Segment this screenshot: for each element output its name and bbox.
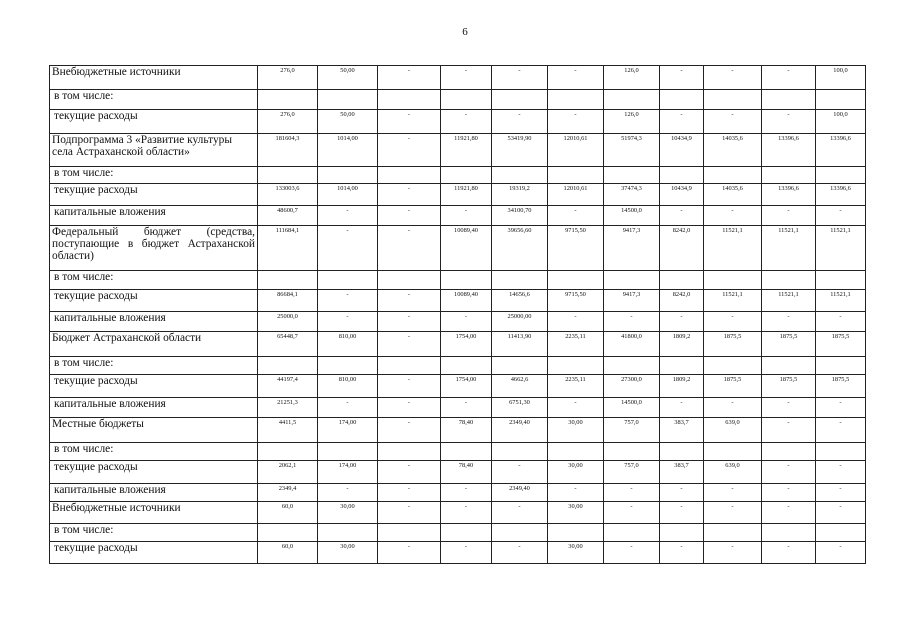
value-cell <box>660 167 704 184</box>
value-cell: 181604,3 <box>258 134 318 167</box>
value-cell <box>441 90 492 110</box>
value-cell: 1809,2 <box>660 375 704 398</box>
value-cell: - <box>816 398 866 418</box>
table-row <box>50 290 866 312</box>
value-cell <box>441 443 492 461</box>
value-cell: 11521,1 <box>816 226 866 271</box>
value-cell <box>762 357 816 375</box>
value-cell <box>604 357 660 375</box>
value-cell <box>704 167 762 184</box>
value-cell: 9715,50 <box>548 290 604 312</box>
value-cell: - <box>378 290 441 312</box>
value-cell <box>762 271 816 290</box>
value-cell <box>762 90 816 110</box>
row-label: в том числе: <box>50 90 258 110</box>
row-label: в том числе: <box>50 271 258 290</box>
budget-table <box>49 65 866 564</box>
value-cell: 276,0 <box>258 66 318 90</box>
value-cell: - <box>378 398 441 418</box>
table-row <box>50 206 866 226</box>
value-cell: - <box>441 110 492 134</box>
value-cell <box>762 443 816 461</box>
value-cell: - <box>762 206 816 226</box>
value-cell <box>441 524 492 542</box>
value-cell: 9417,3 <box>604 226 660 271</box>
value-cell: 41800,0 <box>604 332 660 357</box>
value-cell: - <box>318 226 378 271</box>
row-label: в том числе: <box>50 524 258 542</box>
row-label: в том числе: <box>50 443 258 461</box>
value-cell: 14656,6 <box>492 290 548 312</box>
value-cell: - <box>378 206 441 226</box>
value-cell <box>762 167 816 184</box>
value-cell: 126,0 <box>604 110 660 134</box>
value-cell <box>548 524 604 542</box>
value-cell <box>548 357 604 375</box>
value-cell: 14500,0 <box>604 206 660 226</box>
value-cell: - <box>378 184 441 206</box>
value-cell: - <box>660 398 704 418</box>
value-cell: - <box>660 66 704 90</box>
value-cell: - <box>548 206 604 226</box>
value-cell: - <box>441 66 492 90</box>
value-cell <box>704 524 762 542</box>
value-cell: 2349,40 <box>492 418 548 443</box>
value-cell <box>378 524 441 542</box>
value-cell: - <box>604 312 660 332</box>
value-cell: - <box>762 110 816 134</box>
value-cell: - <box>704 66 762 90</box>
value-cell: 276,0 <box>258 110 318 134</box>
value-cell: 10089,40 <box>441 290 492 312</box>
value-cell: - <box>704 484 762 502</box>
value-cell <box>548 167 604 184</box>
value-cell: - <box>492 461 548 484</box>
value-cell: 100,0 <box>816 66 866 90</box>
value-cell <box>318 443 378 461</box>
value-cell: 1875,5 <box>816 332 866 357</box>
value-cell <box>816 271 866 290</box>
value-cell <box>604 167 660 184</box>
value-cell: 86684,1 <box>258 290 318 312</box>
value-cell <box>441 271 492 290</box>
value-cell: - <box>816 418 866 443</box>
value-cell: 9715,50 <box>548 226 604 271</box>
value-cell: 639,0 <box>704 461 762 484</box>
value-cell: - <box>441 542 492 564</box>
value-cell: 25000,0 <box>258 312 318 332</box>
value-cell: 34100,70 <box>492 206 548 226</box>
value-cell: - <box>660 484 704 502</box>
table-row <box>50 167 866 184</box>
value-cell: 4411,5 <box>258 418 318 443</box>
table-row <box>50 312 866 332</box>
value-cell: - <box>492 66 548 90</box>
row-label: капитальные вложения <box>50 398 258 418</box>
value-cell <box>258 90 318 110</box>
value-cell: - <box>762 484 816 502</box>
table-row <box>50 484 866 502</box>
value-cell: - <box>762 66 816 90</box>
value-cell <box>816 357 866 375</box>
value-cell <box>318 90 378 110</box>
value-cell: - <box>441 502 492 524</box>
value-cell: 757,0 <box>604 418 660 443</box>
value-cell: 11521,1 <box>704 290 762 312</box>
value-cell: 10434,9 <box>660 134 704 167</box>
value-cell: 1875,5 <box>704 375 762 398</box>
value-cell: 126,0 <box>604 66 660 90</box>
value-cell <box>660 90 704 110</box>
value-cell: 19319,2 <box>492 184 548 206</box>
value-cell: 1754,00 <box>441 375 492 398</box>
value-cell: - <box>378 418 441 443</box>
value-cell: 30,00 <box>548 418 604 443</box>
value-cell: 810,00 <box>318 375 378 398</box>
value-cell: - <box>548 484 604 502</box>
value-cell: 12010,61 <box>548 134 604 167</box>
value-cell: 174,00 <box>318 461 378 484</box>
value-cell: - <box>762 398 816 418</box>
value-cell: 10089,40 <box>441 226 492 271</box>
value-cell: - <box>378 110 441 134</box>
row-label: в том числе: <box>50 167 258 184</box>
table-row <box>50 226 866 271</box>
value-cell: - <box>704 110 762 134</box>
value-cell <box>441 167 492 184</box>
value-cell: - <box>604 542 660 564</box>
table-row <box>50 66 866 90</box>
table-row <box>50 542 866 564</box>
value-cell: - <box>378 375 441 398</box>
row-label: текущие расходы <box>50 110 258 134</box>
value-cell: 65448,7 <box>258 332 318 357</box>
value-cell <box>704 443 762 461</box>
value-cell: 13396,6 <box>762 184 816 206</box>
value-cell: - <box>378 542 441 564</box>
value-cell <box>492 443 548 461</box>
value-cell: - <box>318 290 378 312</box>
value-cell <box>604 524 660 542</box>
value-cell <box>660 357 704 375</box>
value-cell <box>378 167 441 184</box>
value-cell: - <box>816 206 866 226</box>
row-label: капитальные вложения <box>50 206 258 226</box>
value-cell: - <box>318 484 378 502</box>
value-cell <box>704 90 762 110</box>
value-cell <box>704 357 762 375</box>
row-label: текущие расходы <box>50 375 258 398</box>
value-cell: - <box>660 110 704 134</box>
value-cell <box>816 167 866 184</box>
value-cell <box>548 271 604 290</box>
value-cell: 2062,1 <box>258 461 318 484</box>
value-cell: - <box>704 502 762 524</box>
value-cell: 30,00 <box>548 502 604 524</box>
value-cell: - <box>816 542 866 564</box>
value-cell <box>816 524 866 542</box>
value-cell <box>492 524 548 542</box>
value-cell: - <box>378 502 441 524</box>
value-cell: 10434,9 <box>660 184 704 206</box>
value-cell: 1014,00 <box>318 184 378 206</box>
value-cell: 11921,80 <box>441 184 492 206</box>
value-cell: 1875,5 <box>762 375 816 398</box>
value-cell: - <box>441 206 492 226</box>
value-cell: 78,40 <box>441 418 492 443</box>
value-cell <box>441 357 492 375</box>
value-cell: - <box>378 226 441 271</box>
value-cell: - <box>548 66 604 90</box>
table-row <box>50 524 866 542</box>
value-cell: - <box>704 398 762 418</box>
table-row <box>50 502 866 524</box>
value-cell: - <box>378 484 441 502</box>
value-cell: - <box>816 312 866 332</box>
value-cell: - <box>816 461 866 484</box>
value-cell <box>258 167 318 184</box>
row-label: Федеральный бюджет (средства, поступающие в бюджет Астраханской области) <box>50 226 258 271</box>
value-cell: - <box>816 502 866 524</box>
table-row <box>50 443 866 461</box>
value-cell: 60,0 <box>258 502 318 524</box>
value-cell <box>816 443 866 461</box>
value-cell <box>548 443 604 461</box>
value-cell: 50,00 <box>318 66 378 90</box>
value-cell: - <box>816 484 866 502</box>
value-cell: 1875,5 <box>704 332 762 357</box>
value-cell: - <box>318 398 378 418</box>
value-cell: 14500,0 <box>604 398 660 418</box>
row-label: капитальные вложения <box>50 312 258 332</box>
value-cell: 133003,6 <box>258 184 318 206</box>
value-cell <box>816 90 866 110</box>
value-cell: 11521,1 <box>816 290 866 312</box>
value-cell: 50,00 <box>318 110 378 134</box>
value-cell: - <box>762 502 816 524</box>
value-cell: 25000,00 <box>492 312 548 332</box>
value-cell: 111684,1 <box>258 226 318 271</box>
row-label: текущие расходы <box>50 290 258 312</box>
value-cell: - <box>604 484 660 502</box>
value-cell: 11521,1 <box>704 226 762 271</box>
value-cell: 11521,1 <box>762 226 816 271</box>
value-cell: 13396,6 <box>816 134 866 167</box>
value-cell: - <box>660 542 704 564</box>
value-cell: 757,0 <box>604 461 660 484</box>
value-cell <box>604 271 660 290</box>
value-cell: 60,0 <box>258 542 318 564</box>
value-cell: - <box>762 461 816 484</box>
value-cell: 39656,60 <box>492 226 548 271</box>
value-cell: 78,40 <box>441 461 492 484</box>
value-cell: 8242,0 <box>660 290 704 312</box>
value-cell: 53419,90 <box>492 134 548 167</box>
value-cell <box>258 271 318 290</box>
value-cell <box>318 167 378 184</box>
value-cell: - <box>660 206 704 226</box>
row-label: Подпрограмма 3 «Развитие культуры села Астраханской области» <box>50 134 258 167</box>
row-label: текущие расходы <box>50 184 258 206</box>
row-label: Внебюджетные источники <box>50 66 258 90</box>
page-number: 6 <box>462 26 468 38</box>
value-cell: - <box>548 110 604 134</box>
row-label: в том числе: <box>50 357 258 375</box>
value-cell: 1875,5 <box>762 332 816 357</box>
value-cell <box>318 271 378 290</box>
value-cell: - <box>318 312 378 332</box>
value-cell: 2235,11 <box>548 332 604 357</box>
value-cell: - <box>378 332 441 357</box>
value-cell: 8242,0 <box>660 226 704 271</box>
value-cell: - <box>378 66 441 90</box>
value-cell: 9417,3 <box>604 290 660 312</box>
value-cell <box>604 443 660 461</box>
table-row <box>50 418 866 443</box>
value-cell: 2349,4 <box>258 484 318 502</box>
value-cell: - <box>548 312 604 332</box>
value-cell <box>318 524 378 542</box>
table-row <box>50 357 866 375</box>
value-cell <box>548 90 604 110</box>
table-row <box>50 90 866 110</box>
value-cell: - <box>441 398 492 418</box>
value-cell <box>492 167 548 184</box>
value-cell: 174,00 <box>318 418 378 443</box>
value-cell <box>378 443 441 461</box>
row-label: текущие расходы <box>50 542 258 564</box>
table-row <box>50 184 866 206</box>
value-cell: 100,0 <box>816 110 866 134</box>
value-cell: 30,00 <box>548 542 604 564</box>
row-label: Бюджет Астраханской области <box>50 332 258 357</box>
table-row <box>50 134 866 167</box>
value-cell: - <box>660 502 704 524</box>
value-cell <box>492 90 548 110</box>
value-cell: - <box>762 312 816 332</box>
table-row <box>50 271 866 290</box>
value-cell: - <box>704 206 762 226</box>
value-cell: - <box>660 312 704 332</box>
table-row <box>50 398 866 418</box>
value-cell: 44197,4 <box>258 375 318 398</box>
table-body <box>50 66 866 564</box>
value-cell <box>258 443 318 461</box>
value-cell: - <box>762 418 816 443</box>
value-cell: - <box>441 484 492 502</box>
value-cell <box>604 90 660 110</box>
value-cell: - <box>492 502 548 524</box>
value-cell: 30,00 <box>318 542 378 564</box>
value-cell: - <box>704 312 762 332</box>
value-cell: 27300,0 <box>604 375 660 398</box>
value-cell <box>258 524 318 542</box>
value-cell: 11921,80 <box>441 134 492 167</box>
value-cell <box>492 271 548 290</box>
value-cell <box>258 357 318 375</box>
value-cell: 1875,5 <box>816 375 866 398</box>
value-cell: - <box>318 206 378 226</box>
value-cell <box>660 524 704 542</box>
row-label: капитальные вложения <box>50 484 258 502</box>
value-cell: 383,7 <box>660 461 704 484</box>
value-cell: 11413,90 <box>492 332 548 357</box>
row-label: Местные бюджеты <box>50 418 258 443</box>
value-cell <box>660 443 704 461</box>
value-cell: 1014,00 <box>318 134 378 167</box>
value-cell: 4662,6 <box>492 375 548 398</box>
value-cell: 383,7 <box>660 418 704 443</box>
value-cell: 14035,6 <box>704 134 762 167</box>
value-cell <box>318 357 378 375</box>
value-cell <box>378 357 441 375</box>
value-cell <box>660 271 704 290</box>
value-cell: 21251,3 <box>258 398 318 418</box>
value-cell: - <box>378 134 441 167</box>
value-cell <box>762 524 816 542</box>
value-cell: 11521,1 <box>762 290 816 312</box>
value-cell: 12010,61 <box>548 184 604 206</box>
table-row <box>50 110 866 134</box>
value-cell: 51974,3 <box>604 134 660 167</box>
table-row <box>50 375 866 398</box>
value-cell: - <box>492 542 548 564</box>
value-cell: 37474,3 <box>604 184 660 206</box>
value-cell: 1754,00 <box>441 332 492 357</box>
value-cell: - <box>492 110 548 134</box>
value-cell: - <box>704 542 762 564</box>
value-cell: - <box>762 542 816 564</box>
value-cell: 2235,11 <box>548 375 604 398</box>
value-cell: 30,00 <box>548 461 604 484</box>
value-cell: 13396,6 <box>816 184 866 206</box>
value-cell: - <box>604 502 660 524</box>
table-row <box>50 461 866 484</box>
value-cell: 810,00 <box>318 332 378 357</box>
value-cell: 2349,40 <box>492 484 548 502</box>
value-cell: 1809,2 <box>660 332 704 357</box>
value-cell <box>704 271 762 290</box>
value-cell: - <box>378 312 441 332</box>
value-cell: 13396,6 <box>762 134 816 167</box>
value-cell: - <box>441 312 492 332</box>
value-cell: 30,00 <box>318 502 378 524</box>
table-row <box>50 332 866 357</box>
value-cell: 6751,30 <box>492 398 548 418</box>
value-cell <box>378 90 441 110</box>
value-cell <box>492 357 548 375</box>
value-cell: 639,0 <box>704 418 762 443</box>
value-cell: 48600,7 <box>258 206 318 226</box>
value-cell: 14035,6 <box>704 184 762 206</box>
row-label: Внебюджетные источники <box>50 502 258 524</box>
value-cell: - <box>548 398 604 418</box>
row-label: текущие расходы <box>50 461 258 484</box>
value-cell: - <box>378 461 441 484</box>
value-cell <box>378 271 441 290</box>
